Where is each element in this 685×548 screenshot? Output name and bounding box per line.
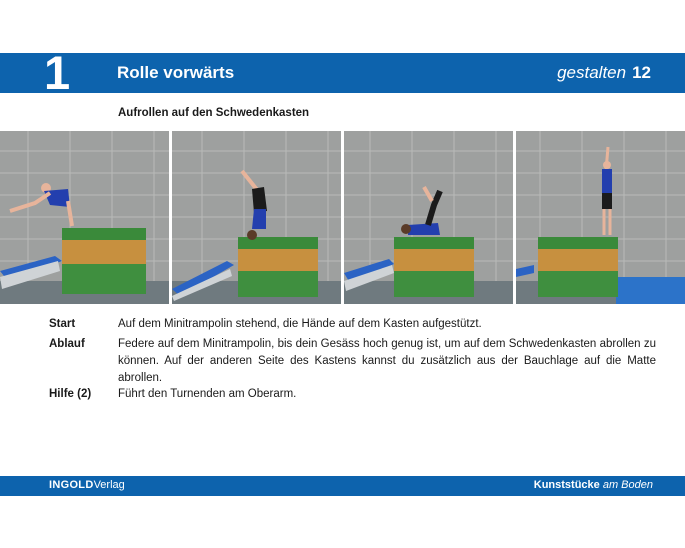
series-bold: Kunststücke bbox=[533, 479, 600, 491]
category-label bbox=[557, 63, 651, 83]
photo-step-1 bbox=[0, 131, 169, 304]
header-bar bbox=[0, 46, 685, 99]
photo-sequence bbox=[0, 131, 685, 304]
instruction-text: Auf dem Minitrampolin stehend, die Hände auf dem Kasten aufgestützt. bbox=[118, 318, 482, 330]
instruction-label: Hilfe (2) bbox=[49, 388, 92, 400]
publisher-suffix: Verlag bbox=[93, 479, 125, 491]
series-italic: am Boden bbox=[602, 479, 653, 491]
photo-step-4 bbox=[516, 131, 685, 304]
footer-bar bbox=[0, 476, 685, 496]
category-number: 12 bbox=[632, 63, 651, 82]
publisher-logo bbox=[49, 479, 125, 491]
category-word: gestalten bbox=[557, 63, 627, 82]
exercise-subtitle: Aufrollen auf den Schwedenkasten bbox=[118, 107, 310, 119]
photo-step-2 bbox=[172, 131, 341, 304]
series-title bbox=[534, 479, 653, 491]
instruction-text: Führt den Turnenden am Oberarm. bbox=[118, 388, 297, 400]
instruction-label: Start bbox=[49, 318, 76, 330]
card-title: Rolle vorwärts bbox=[117, 63, 235, 82]
instruction-text: Federe auf dem Minitrampolin, bis dein Gesäss hoch genug ist, um auf dem Schwedenkasten abrollen zu können. Auf der anderen Seite des Kastens kannst du zusätzlich aus der Bauchlage auf die Matte abrollen. bbox=[118, 338, 656, 384]
instruction-label: Ablauf bbox=[49, 338, 85, 350]
card-number: 1 bbox=[44, 46, 71, 99]
publisher-name: INGOLD bbox=[49, 479, 94, 491]
photo-step-3 bbox=[344, 131, 513, 304]
